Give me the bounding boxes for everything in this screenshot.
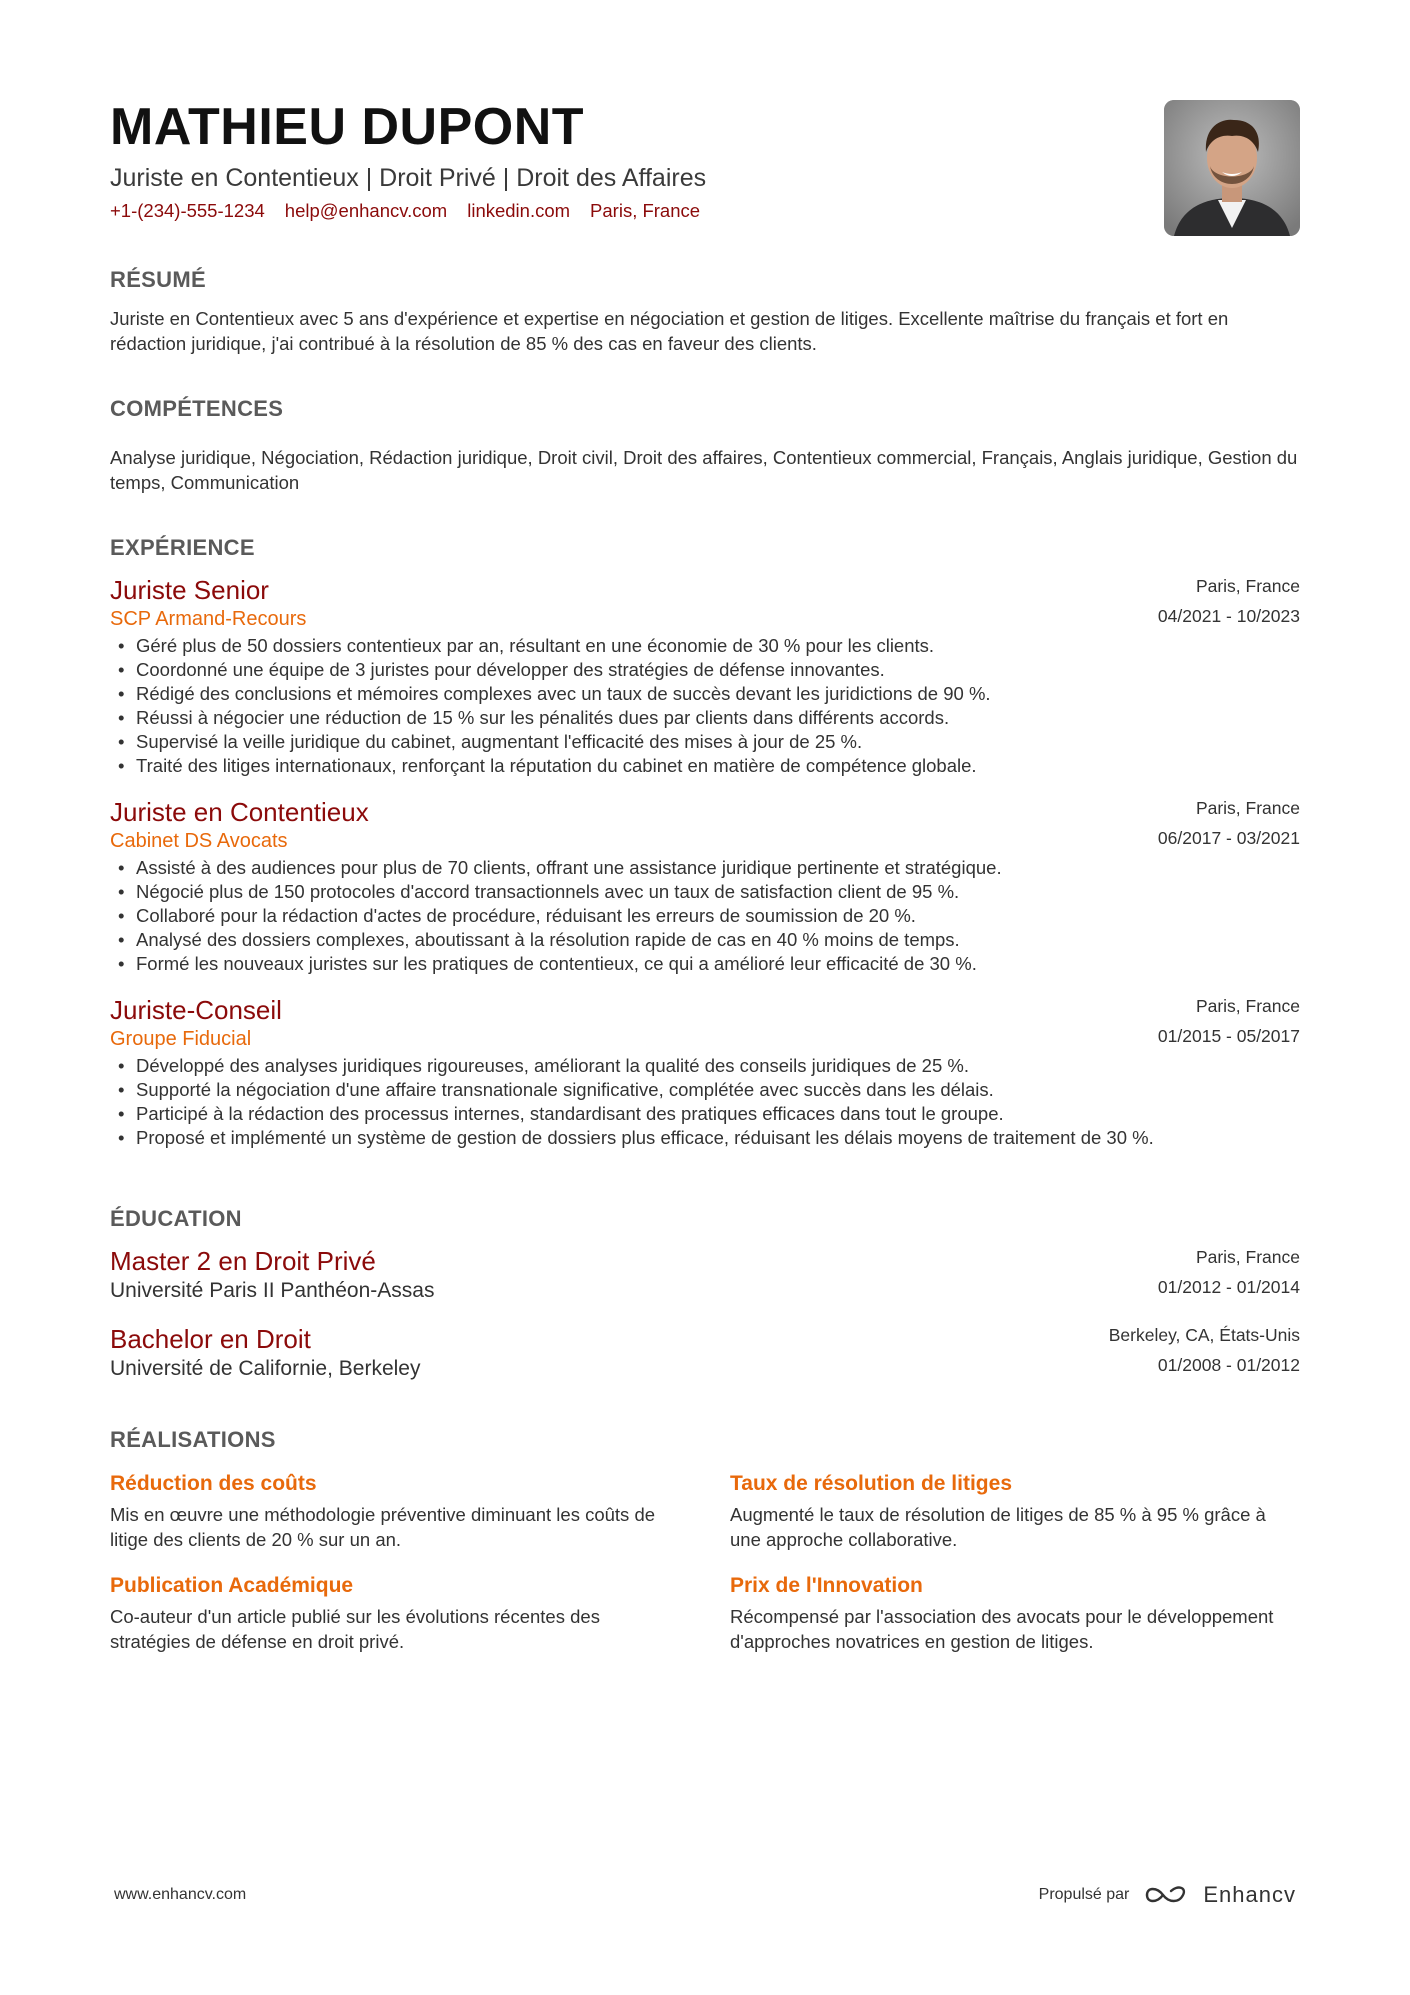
achievement-item [110, 1470, 680, 1552]
contact-location: Paris, France [590, 200, 701, 221]
header [110, 0, 1300, 260]
contact-phone[interactable]: +1-(234)-555-1234 [110, 200, 265, 221]
bullet-item: • Supporté la négociation d'une affaire transnationale significative, complétée avec succès dans les délais. [110, 1078, 1300, 1102]
school-name: Université Paris II Panthéon-Assas [110, 1279, 435, 1302]
bullet-item: • Analysé des dossiers complexes, aboutissant à la résolution rapide de cas en 40 % moins de temps. [110, 928, 1300, 952]
job-bullets [110, 634, 1300, 778]
powered-by-label: Propulsé par [1038, 1886, 1130, 1903]
bullet-item: • Développé des analyses juridiques rigoureuses, améliorant la qualité des conseils juridiques de 25 %. [110, 1054, 1300, 1078]
company-name: Groupe Fiducial [110, 1028, 252, 1050]
footer-website[interactable]: www.enhancv.com [114, 1886, 247, 1903]
achievement-description: Augmenté le taux de résolution de litiges de 85 % à 95 % grâce à une approche collaborative. [730, 1504, 1266, 1550]
company-name: Cabinet DS Avocats [110, 830, 288, 852]
school-name: Université de Californie, Berkeley [110, 1357, 421, 1380]
achievement-description: Récompensé par l'association des avocats pour le développement d'approches novatrices en gestion de litiges. [730, 1606, 1274, 1652]
bullet-item: • Rédigé des conclusions et mémoires complexes avec un taux de succès devant les juridictions de 90 %. [110, 682, 1300, 706]
section-title-resume: RÉSUMÉ [110, 267, 206, 292]
bullet-item: • Traité des litiges internationaux, renforçant la réputation du cabinet en matière de compétence globale. [110, 754, 1300, 778]
job-dates: 04/2021 - 10/2023 [1157, 606, 1300, 626]
bullet-item: • Collaboré pour la rédaction d'actes de procédure, réduisant les erreurs de soumission de 20 %. [110, 904, 1300, 928]
bullet-item: • Réussi à négocier une réduction de 15 % sur les pénalités dues par clients dans différents accords. [110, 706, 1300, 730]
job-title: Juriste Senior [110, 575, 269, 605]
profile-photo-icon [1164, 100, 1300, 236]
candidate-subtitle: Juriste en Contentieux | Droit Privé | Droit des Affaires [110, 164, 707, 192]
footer [114, 1880, 1296, 1910]
education-location: Paris, France [1195, 1247, 1300, 1267]
section-achievements [110, 1426, 1300, 1654]
achievement-item [730, 1572, 1300, 1654]
section-skills [110, 395, 1300, 495]
footer-brand[interactable] [1039, 1882, 1296, 1908]
experience-entry [110, 796, 1300, 976]
job-bullets [110, 1054, 1300, 1150]
section-title-experience: EXPÉRIENCE [110, 535, 255, 560]
achievement-title: Taux de résolution de litiges [730, 1472, 1012, 1495]
achievements-grid [110, 1470, 1300, 1654]
job-location: Paris, France [1195, 798, 1300, 818]
achievement-title: Réduction des coûts [110, 1472, 317, 1495]
achievement-item [110, 1572, 680, 1654]
bullet-item: • Négocié plus de 150 protocoles d'accord transactionnels avec un taux de satisfaction client de 95 %. [110, 880, 1300, 904]
achievement-title: Prix de l'Innovation [730, 1574, 923, 1597]
resume-text: Juriste en Contentieux avec 5 ans d'expérience et expertise en négociation et gestion de litiges. Excellente maîtrise du français et fort en rédaction juridique, j'ai contribué à la résolution de 85 % des cas en faveur des clients. [110, 308, 1229, 354]
section-education [110, 1205, 1300, 1383]
section-experience [110, 534, 1300, 1150]
skills-text: Analyse juridique, Négociation, Rédaction juridique, Droit civil, Droit des affaires, Contentieux commercial, Français, Anglais juridique, Gestion du temps, Communication [110, 447, 1298, 493]
experience-entry [110, 574, 1300, 778]
bullet-item: • Supervisé la veille juridique du cabinet, augmentant l'efficacité des mises à jour de 25 %. [110, 730, 1300, 754]
job-title: Juriste-Conseil [110, 995, 282, 1025]
job-title: Juriste en Contentieux [110, 797, 369, 827]
contact-list [110, 200, 1300, 222]
section-title-skills: COMPÉTENCES [110, 396, 284, 421]
education-entry [110, 1323, 1300, 1383]
degree-title: Bachelor en Droit [110, 1324, 311, 1354]
job-location: Paris, France [1195, 996, 1300, 1016]
job-bullets [110, 856, 1300, 976]
enhancv-logo-icon [1143, 1883, 1189, 1907]
job-dates: 06/2017 - 03/2021 [1157, 828, 1300, 848]
achievement-item [730, 1470, 1300, 1552]
bullet-item: • Géré plus de 50 dossiers contentieux par an, résultant en une économie de 30 % pour les clients. [110, 634, 1300, 658]
section-title-education: ÉDUCATION [110, 1206, 242, 1231]
achievement-description: Mis en œuvre une méthodologie préventive diminuant les coûts de litige des clients de 20 % sur un an. [110, 1504, 656, 1550]
bullet-item: • Assisté à des audiences pour plus de 70 clients, offrant une assistance juridique pertinente et stratégique. [110, 856, 1300, 880]
contact-linkedin[interactable]: linkedin.com [467, 200, 571, 221]
bullet-item: • Participé à la rédaction des processus internes, standardisant des pratiques efficaces dans tout le groupe. [110, 1102, 1300, 1126]
degree-title: Master 2 en Droit Privé [110, 1246, 376, 1276]
achievement-description: Co-auteur d'un article publié sur les évolutions récentes des stratégies de défense en droit privé. [110, 1606, 600, 1652]
contact-email[interactable]: help@enhancv.com [284, 200, 448, 221]
education-location: Berkeley, CA, États-Unis [1108, 1325, 1300, 1345]
job-location: Paris, France [1195, 576, 1300, 596]
experience-entry [110, 994, 1300, 1150]
education-entry [110, 1245, 1300, 1305]
bullet-item: • Proposé et implémenté un système de gestion de dossiers plus efficace, réduisant les délais moyens de traitement de 30 %. [110, 1126, 1300, 1150]
profile-photo [1164, 100, 1300, 236]
company-name: SCP Armand-Recours [110, 608, 307, 630]
education-dates: 01/2008 - 01/2012 [1157, 1355, 1300, 1375]
brand-name: Enhancv [1203, 1882, 1296, 1907]
education-dates: 01/2012 - 01/2014 [1157, 1277, 1300, 1297]
bullet-item: • Coordonné une équipe de 3 juristes pour développer des stratégies de défense innovantes. [110, 658, 1300, 682]
section-title-achievements: RÉALISATIONS [110, 1427, 276, 1452]
job-dates: 01/2015 - 05/2017 [1157, 1026, 1300, 1046]
candidate-name: MATHIEU DUPONT [110, 98, 585, 156]
achievement-title: Publication Académique [110, 1574, 354, 1597]
section-resume [110, 266, 1300, 356]
bullet-item: • Formé les nouveaux juristes sur les pratiques de contentieux, ce qui a amélioré leur efficacité de 30 %. [110, 952, 1300, 976]
